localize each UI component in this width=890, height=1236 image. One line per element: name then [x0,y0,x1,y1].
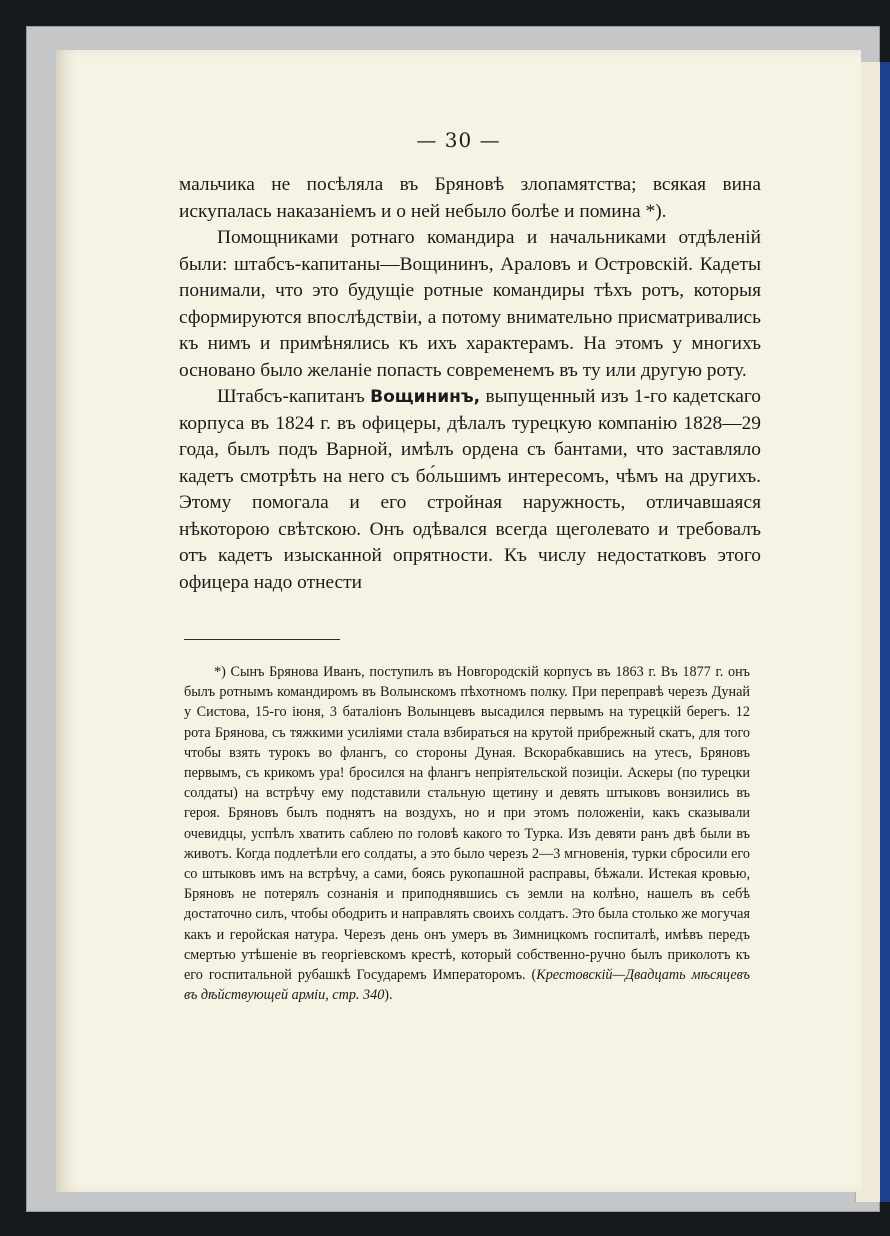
paragraph-1: мальчика не посѣляла въ Бряновѣ злопамятства; всякая вина искупалась наказаніемъ и о ней небыло болѣе и помина *). [179,174,761,222]
paragraph-2: Помощниками ротнаго командира и начальниками отдѣленій были: штабсъ-капитаны—Вощининъ, Араловъ и Островскій. Кадеты понимали, что это будущіе ротные командиры тѣхъ ротъ, которыя сформируются впослѣдствіи, а потому внимательно присматривались къ нимъ и примѣнялись къ ихъ характерамъ. На этомъ у многихъ основано было желаніе попасть современемъ въ ту или другую роту. [179,227,761,381]
footnote-divider [184,639,340,640]
book-page [56,50,861,1192]
paragraph-3-body: выпущенный изъ 1-го кадетскаго корпуса въ 1824 г. въ офицеры, дѣлалъ турецкую компанію 1828—29 года, былъ подъ Варной, имѣлъ ордена съ бантами, что заставляло кадетъ смотрѣть на него съ бо́льшимъ интересомъ, чѣмъ на другихъ. Этому помогала и его стройная наружность, отличавшаяся нѣкоторою свѣтскою. Онъ одѣвался всегда щеголевато и требовалъ отъ кадетъ изысканной опрятности. Къ числу недостатковъ этого офицера надо отнести [179,386,761,593]
paragraph-3 [179,384,761,596]
footnote [184,662,750,1005]
paragraph-3-lead: Штабсъ-капитанъ [217,386,371,407]
footnote-end: ). [384,987,393,1004]
officer-name: Вощининъ, [370,387,481,407]
footnote-citation: Крестовскій—Двадцать мѣсяцевъ въ дѣйствующей арміи, стр. 340 [184,967,751,1004]
footnote-paragraph [184,662,750,1005]
footnote-text: *) Сынъ Брянова Иванъ, поступилъ въ Новгородскій корпусъ въ 1863 г. Въ 1877 г. онъ былъ ротнымъ командиромъ въ Волынскомъ пѣхотномъ полку. При переправѣ черезъ Дунай у Систова, 15-го іюня, 3 баталіонъ Волынцевъ высадился первымъ на турецкій берегъ. 12 рота Брянова, съ тяжкими усиліями стала взбираться на крутой прибрежный скатъ, для того чтобы взять турокъ во флангъ, со стороны Дуная. Вскорабкавшись на утесъ, Бряновъ первымъ, съ крикомъ ура! бросился на флангъ непріятельской позиціи. Аскеры (по турецки солдаты) на встрѣчу ему подставили стальную щетину и девять штыковъ вонзились въ героя. Бряновъ былъ поднятъ на воздухъ, но и при этомъ положеніи, какъ сказывали очевидцы, успѣлъ хватить саблею по головѣ какого то Турка. Изъ девяти ранъ двѣ были въ животъ. Когда подлетѣли его солдаты, а это было черезъ 2—3 мгновенія, турки сбросили его со штыковъ имъ на встрѣчу, а сами, боясь рукопашной расправы, бѣжали. Истекая кровью, Бряновъ не потерялъ сознанія и приподнявшись съ земли на колѣно, нашелъ въ себѣ достаточно силъ, чтобы ободрить и направлять своихъ солдатъ. Это была столько же могучая какъ и геройская натура. Черезъ день онъ умеръ въ Зимницкомъ госпиталѣ, имѣвъ передъ смертью утѣшеніе въ георгіевскомъ крестѣ, который собственно-ручно былъ приколотъ къ его госпитальной рубашкѣ Государемъ Императоромъ. ( [184,664,750,984]
main-text [179,172,761,596]
page-number: — 30 — [416,128,501,152]
adjacent-book-spine [880,62,890,1202]
